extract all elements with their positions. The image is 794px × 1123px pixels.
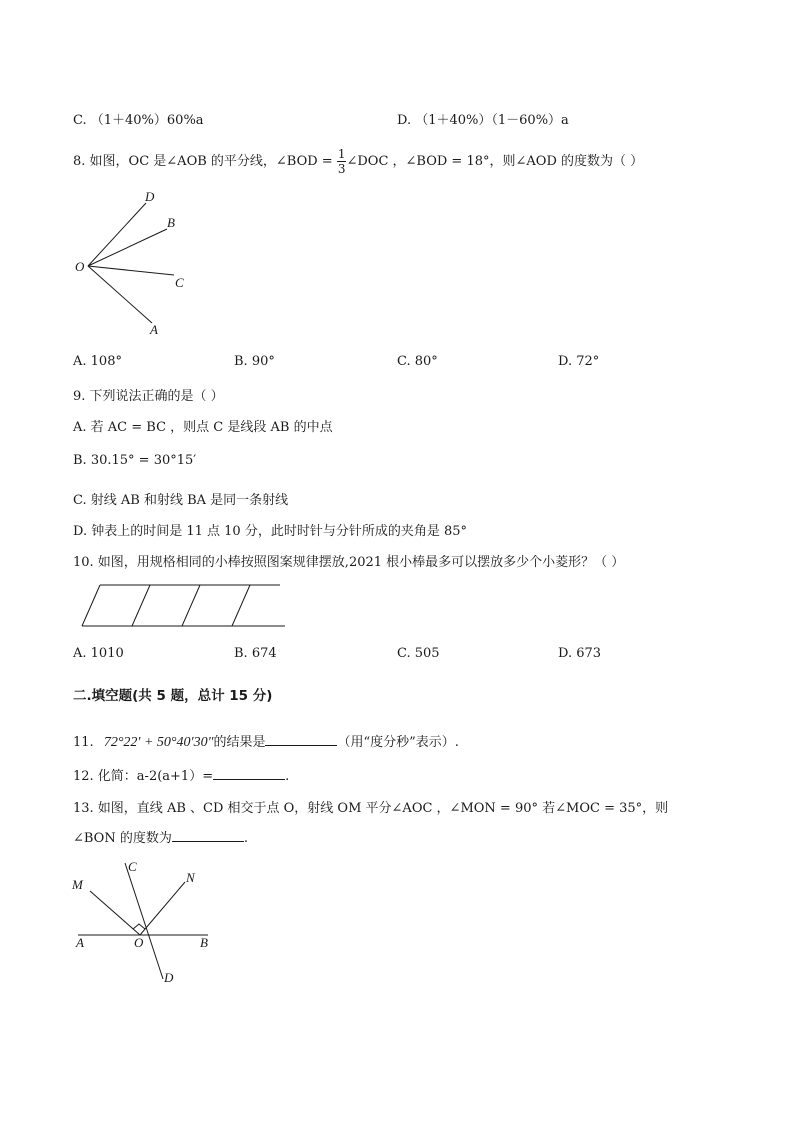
ray-ob (88, 229, 167, 266)
q13-tail: . (243, 831, 248, 846)
q13-answer-blank[interactable] (172, 829, 244, 842)
q9-option-c: C. 射线 AB 和射线 BA 是同一条射线 (73, 493, 289, 508)
q8-option-b: B. 90° (234, 354, 275, 369)
q13-line1: 13. 如图，直线 AB 、CD 相交于点 O，射线 OM 平分∠AOC ，∠MON = 90° 若∠MOC = 35°，则 (73, 801, 669, 816)
q12-stem (73, 765, 289, 784)
q11-stem (73, 731, 459, 751)
line-cd (125, 863, 163, 979)
section-2-title: 二.填空题(共 5 题，总计 15 分) (73, 688, 273, 704)
q7-option-d: D. （1＋40%）（1－60%）a (397, 113, 569, 128)
q8-prefix: 8. 如图， (73, 154, 129, 169)
q8-option-c: C. 80° (397, 354, 438, 369)
slant-4 (232, 585, 250, 626)
q8-part1: OC 是∠AOB 的平分线，∠BOD = (128, 154, 333, 169)
q8-angle-figure (70, 185, 200, 340)
label-b: B (167, 215, 175, 230)
label-d: D (145, 189, 155, 204)
q8-frac-den: 3 (337, 162, 346, 176)
label-a: A (76, 935, 84, 950)
q12-tail: . (285, 769, 290, 784)
q13-line2 (73, 827, 248, 846)
q8-frac-num: 1 (337, 147, 346, 161)
ray-om (90, 891, 140, 935)
q8-part2: ∠DOC ，∠BOD = 18°，则∠AOD 的度数为（ ） (346, 154, 644, 169)
q10-rhombus-figure (80, 580, 290, 632)
q9-option-b: B. 30.15° = 30°15′ (73, 453, 197, 468)
q11-suffix: 的结果是 (213, 735, 266, 750)
slant-1 (82, 585, 100, 626)
label-n: N (186, 870, 195, 885)
label-d: D (164, 970, 174, 985)
q12-answer-blank[interactable] (213, 767, 285, 780)
slant-2 (132, 585, 150, 626)
q12-prefix: 12. 化简：a-2(a+1）= (73, 769, 214, 784)
q9-stem: 9. 下列说法正确的是（ ） (73, 389, 224, 404)
slant-3 (182, 585, 200, 626)
q7-option-c: C. （1＋40%）60%a (73, 113, 204, 128)
q11-answer-blank[interactable] (265, 733, 337, 746)
q10-option-b: B. 674 (234, 646, 277, 661)
right-angle-mark (133, 924, 145, 929)
ray-od (88, 203, 146, 266)
q11-tail: （用“度分秒”表示）. (337, 735, 459, 750)
q9-option-a: A. 若 AC = BC ，则点 C 是线段 AB 的中点 (73, 420, 333, 435)
q10-stem: 10. 如图，用规格相同的小棒按照图案规律摆放,2021 根小棒最多可以摆放多少个小菱形？（ ） (73, 555, 625, 570)
label-m: M (72, 877, 83, 892)
q10-option-d: D. 673 (558, 646, 602, 661)
ray-oc (88, 266, 174, 275)
q13-line2-text: ∠BON 的度数为 (73, 831, 172, 846)
q11-prefix: 11. (73, 735, 94, 750)
q13-intersecting-lines-figure (70, 855, 220, 990)
label-c: C (175, 275, 184, 290)
label-o: O (134, 935, 144, 950)
label-a: A (150, 322, 158, 337)
ray-on (140, 882, 185, 935)
q8-option-a: A. 108° (73, 354, 122, 369)
label-c: C (128, 859, 137, 874)
ray-oa (88, 266, 152, 323)
label-b: B (200, 935, 208, 950)
q9-option-d: D. 钟表上的时间是 11 点 10 分，此时时针与分针所成的夹角是 85° (73, 524, 468, 539)
q10-option-c: C. 505 (397, 646, 440, 661)
q10-option-a: A. 1010 (73, 646, 124, 661)
label-o: O (75, 259, 85, 274)
q8-stem (73, 148, 643, 175)
q8-option-d: D. 72° (558, 354, 600, 369)
q11-expression: 72°22′ + 50°40′30″ (103, 735, 214, 750)
